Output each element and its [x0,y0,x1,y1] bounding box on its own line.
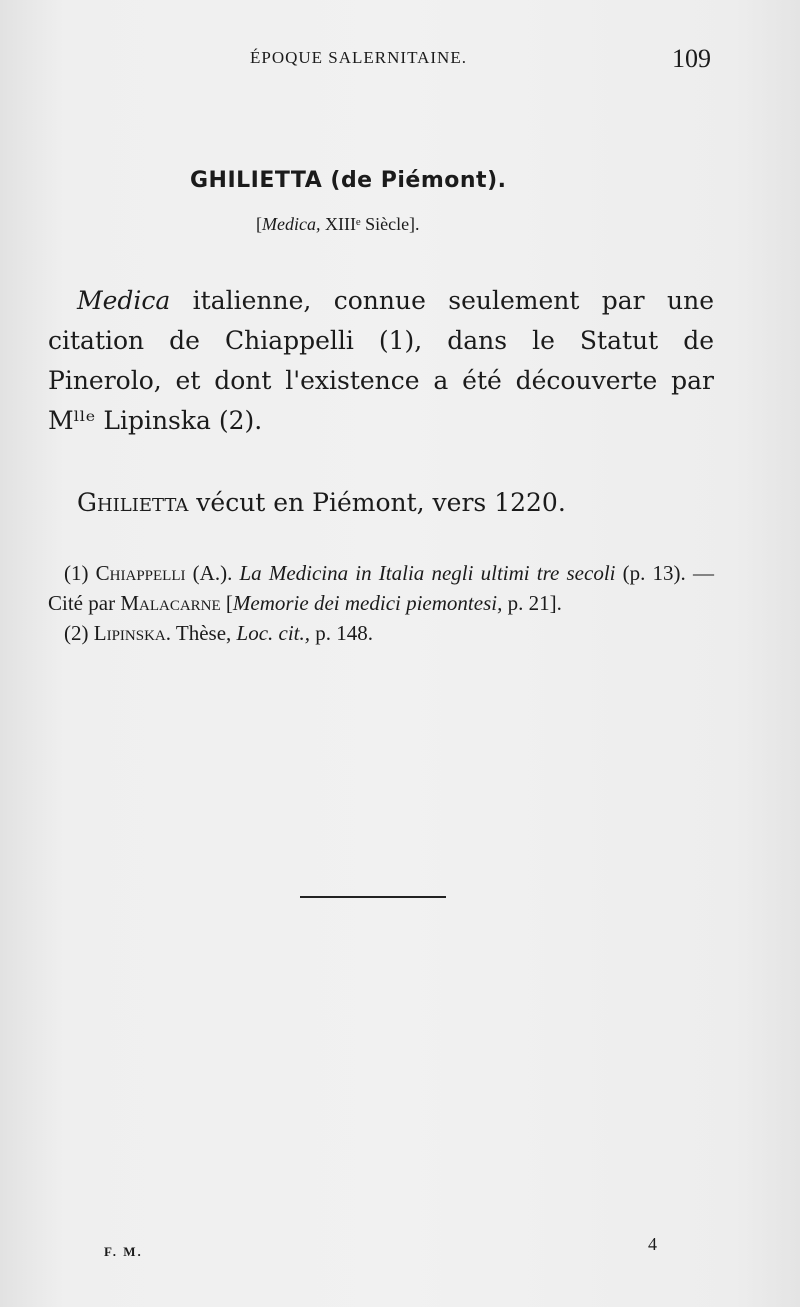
paragraph-2 [48,483,714,523]
paragraph-2-name: Ghilietta [77,488,189,517]
subtitle-italic: Medica, [262,214,321,234]
footnote-2-a: . Thèse, [165,621,237,645]
entry-title: GHILIETTA (de Piémont). [190,168,507,193]
footnote-1-a: (A.). [185,561,240,585]
entry-subtitle [256,214,420,235]
footnote-1-title2: Memorie dei medici piemontesi, [232,591,503,615]
footnote-2-b: p. 148. [310,621,374,645]
footnote-2-number: (2) [64,621,94,645]
footnote-1-author: Chiappelli [95,561,186,585]
paragraph-2-text: vécut en Piémont, vers 1220. [188,488,566,517]
subtitle-rest: XIIIᵉ Siècle]. [324,214,420,234]
footnote-2 [48,618,714,648]
footnote-2-ref: Loc. cit., [236,621,311,645]
paragraph-1 [48,281,714,441]
footnotes [48,558,714,648]
footnote-1-b: (p. 13). — Cité par [48,561,714,615]
footnote-2-author: Lipinska [93,621,166,645]
sheet-number: 4 [648,1234,657,1254]
running-head: ÉPOQUE SALERNITAINE. [250,48,467,67]
end-rule [300,896,446,898]
footnote-1-d: p. 21]. [502,591,562,615]
footnote-1-author2: Malacarne [120,591,221,615]
printer-signature: F. M. [104,1244,143,1259]
footnote-1-c: [ [220,591,233,615]
paragraph-1-lead: Medica [77,286,171,315]
paragraph-1-text: italienne, connue seulement par une citation de Chiappelli (1), dans le Statut de Pinerolo, et dont l'existence a été découverte par Mˡˡᵉ Lipinska (2). [48,286,714,435]
page-number: 109 [672,44,711,73]
subtitle-open: [ [256,214,262,234]
footnote-1-number: (1) [64,561,96,585]
footnote-1 [48,558,714,618]
footnote-1-title: La Medicina in Italia negli ultimi tre secoli [239,561,616,585]
